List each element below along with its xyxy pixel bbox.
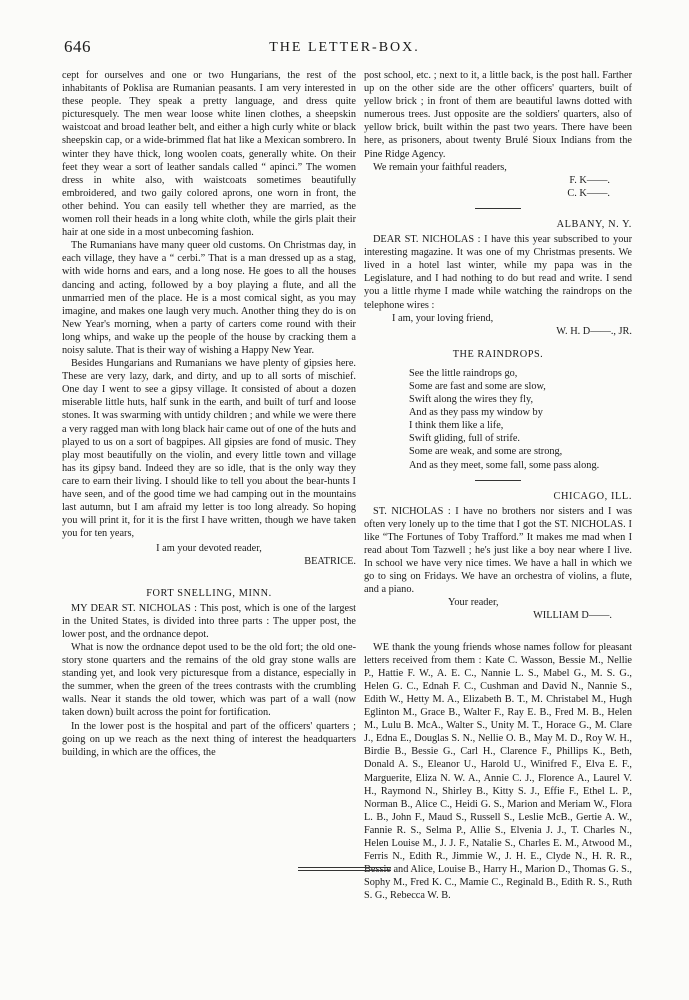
letter-paragraph: MY DEAR ST. NICHOLAS : This post, which is one of the largest in the United States, is divided into three parts : The upper post, the lower post, and the ordnance depot. (62, 602, 356, 640)
poem-title: THE RAINDROPS. (452, 348, 544, 360)
letter-closing: I am your devoted reader, (156, 543, 262, 555)
end-rule (298, 867, 391, 868)
poem-line: See the little raindrops go, (409, 367, 518, 379)
poem-line: And as they meet, some fall, some pass along. (409, 459, 600, 471)
letter-paragraph: What is now the ordnance depot used to be the old fort; the old one-story stone quarters and the remains of the old gray stone walls are standing yet, and look very picturesque from a distance, especially in the summer, when the green of the trees contrasts with the crumbling walls. Near it stands the old tower, which was part of a wall (now taken down) built across the point for fortification. (62, 641, 356, 719)
poem-line: Some are fast and some are slow, (409, 380, 546, 392)
section-divider (475, 208, 521, 209)
letter-signature: BEATRICE. (304, 556, 356, 568)
letter-paragraph: Besides Hungarians and Rumanians we have plenty of gipsies here. These are very lazy, dark, and dirty, and up to all sorts of mischief. One day I went to see a gipsy village. It consisted of about a dozen miserable little huts, half sunk in the earth, and built of turf and loose stones. It was swarming with untidy children ; and while we were there a very ragged man with long black hair came out of one of the huts and played to us on a sort of bagpipes. All gipsies are fond of music. They play most beautifully on the violin, and every little town and village has its gipsy band. Indeed they are so idle, that is the only way they care to earn their living. I should like to tell you about the bear-hunts I have seen, and of the good time we had camping out in the mountains last autumn, but I am afraid my letter is too long already. So hoping you will print it, for it is the first I have written, though we have taken you for ten years, (62, 358, 356, 540)
letter-signature: W. H. D——., JR. (556, 325, 632, 337)
letter-paragraph: cept for ourselves and one or two Hungarians, the rest of the inhabitants of Poklisa are Rumanian peasants. I am very interested in these people. They speak a pretty language, and dress quite picturesquely. The men wear loose white linen clothes, a sheepskin waistcoat and broad leather belt, and either a high curly white or black sheepskin cap, or a wide-brimmed flat hat like a Mexican sombrero. In winter they have thick, long woolen coats, generally white. On their feet they wear a sort of leather sandals called “ apinci.” The women dress in white also, with waistcoats sometimes beautifully embroidered, and two gaily colored aprons, one worn in front, the other behind. You can easily tell whether they are married, as the women roll their heads in a long white cloth, while the girls plait their hair at one side in a most unbecoming fashion. (62, 70, 356, 239)
poem-line: Swift along the wires they fly, (409, 394, 534, 406)
letter-paragraph: ST. NICHOLAS : I have no brothers nor sisters and I was often very lonely up to the time that I got the ST. NICHOLAS. I like “The Fortunes of Toby Trafford.” It makes me mad when I read about Tom Tazwell ; he's just like a boy near where I live. In school we have very nice times. We have a hall in which we go to sing on Fridays. We have an orchestra of violins, a flute, and a piano. (364, 505, 632, 596)
running-head-title: THE LETTER-BOX. (269, 40, 420, 55)
poem-line: I think them like a life, (409, 420, 504, 432)
letter-signature: C. K——. (567, 187, 610, 199)
letter-place: ALBANY, N. Y. (556, 218, 632, 230)
letter-place: FORT SNELLING, MINN. (146, 587, 272, 599)
letter-paragraph: The Rumanians have many queer old customs. On Christmas day, in each village, they have a “ cerbi.” That is a man dressed up as a stag, with wide horns and ears, and a long nose. He goes to all the houses dancing and acting, followed by a boy playing a flute, and all the unmarried men of the place. He is a most comical sight, as you may imagine, and makes one laugh very much. Another thing they do is on New Year's morning, when a party of carters come round with their long whips, and wake up the people of the house by cracking them a noisy salute. That is their way of wishing a Happy New Year. (62, 240, 356, 356)
poem-line: Swift gliding, full of strife. (409, 433, 520, 445)
letter-closing: Your reader, (448, 597, 499, 609)
poem-line: Some are weak, and some are strong, (409, 446, 563, 458)
end-rule (298, 870, 391, 871)
poem-line: And as they pass my window by (409, 407, 543, 419)
letter-signature: WILLIAM D——. (533, 610, 612, 622)
letter-paragraph: In the lower post is the hospital and part of the officers' quarters ; going on up we reach as the next thing of interest the headquarters building, in which are the offices, the (62, 720, 356, 758)
page-number: 646 (64, 37, 91, 56)
thanks-paragraph: WE thank the young friends whose names follow for pleasant letters received from them : Kate C. Wasson, Bessie M., Nellie P., Hattie F. W., A. E. C., Nannie L. S., Mabel G., M. S. G., Helen G. C., Ednah F. C., Cushman and David N., Nannie S., Edith W., Hetty M. A., Elizabeth B. T., M. Christabel M., Hugh Eglinton M., Grace B., Walter F., Ray E. B., Fred M. B., Helen M., Lulu B. McA., Walter S., Unity M. T., Horace G., M. Clare J., Edna E., Douglas S. N., Nellie O. B., May M. D., Roy W. H., Birdie B., Bessie G., Carl H., Clarence F., Phillips K., Beth, Donald A. S., Eleanor U., Harold U., Winifred F., Elva E. F., Marguerite, Eliza N. W. A., Annie C. J., Florence A., Laurel V. H., Raymond N., Shirley B., Kitty S. J., Effie F., Ethel L. P., Norman B., Alice C., Heidi G. S., Marion and Meriam W., Flora L. B., John F., Maud S., Russell S., Leslie McB., Gertie A. W., Fannie R. S., Selma P., Allie S., Elvenia J. J., T. Charles N., Helen Louise M., J. J. F., Natalie S., Charles E. M., Atwood M., Ferris N., Edith R., Jimmie W., J. H. E., Clyde N., H. R. R., Bessie and Alice, Louise B., Harry H., Marion D., Thomas G. S., Sophy M., Fred K. C., Mamie C., Reginald B., Edith R. S., Ruth S. G., Rebecca W. B. (364, 641, 632, 902)
right-column (364, 69, 632, 902)
letter-place: CHICAGO, ILL. (553, 490, 632, 502)
left-column (62, 69, 356, 759)
letter-paragraph: post school, etc. ; next to it, a little back, is the post hall. Farther up on the other side are the other officers' quarters, built of yellow brick ; in front of them are beautiful lawns dotted with numerous trees. Just opposite are the soldiers' quarters, also of yellow brick, built within the past two years. There have been here, as prisoners, about twenty Brulé Sioux Indians from the Pine Ridge Agency. (364, 70, 632, 160)
poem-body (409, 367, 632, 472)
letter-paragraph: DEAR ST. NICHOLAS : I have this year subscribed to your interesting magazine. It was one of my Christmas presents. We lived in a hotel last winter, while my papa was in the Legislature, and I had nothing to do but read and write. I send you a little rhyme I made while watching the raindrops on the telephone wires : (364, 234, 632, 311)
letter-signature: F. K——. (569, 174, 610, 186)
letter-closing: We remain your faithful readers, (373, 161, 507, 173)
letter-closing: I am, your loving friend, (392, 312, 494, 324)
section-divider (475, 480, 521, 481)
